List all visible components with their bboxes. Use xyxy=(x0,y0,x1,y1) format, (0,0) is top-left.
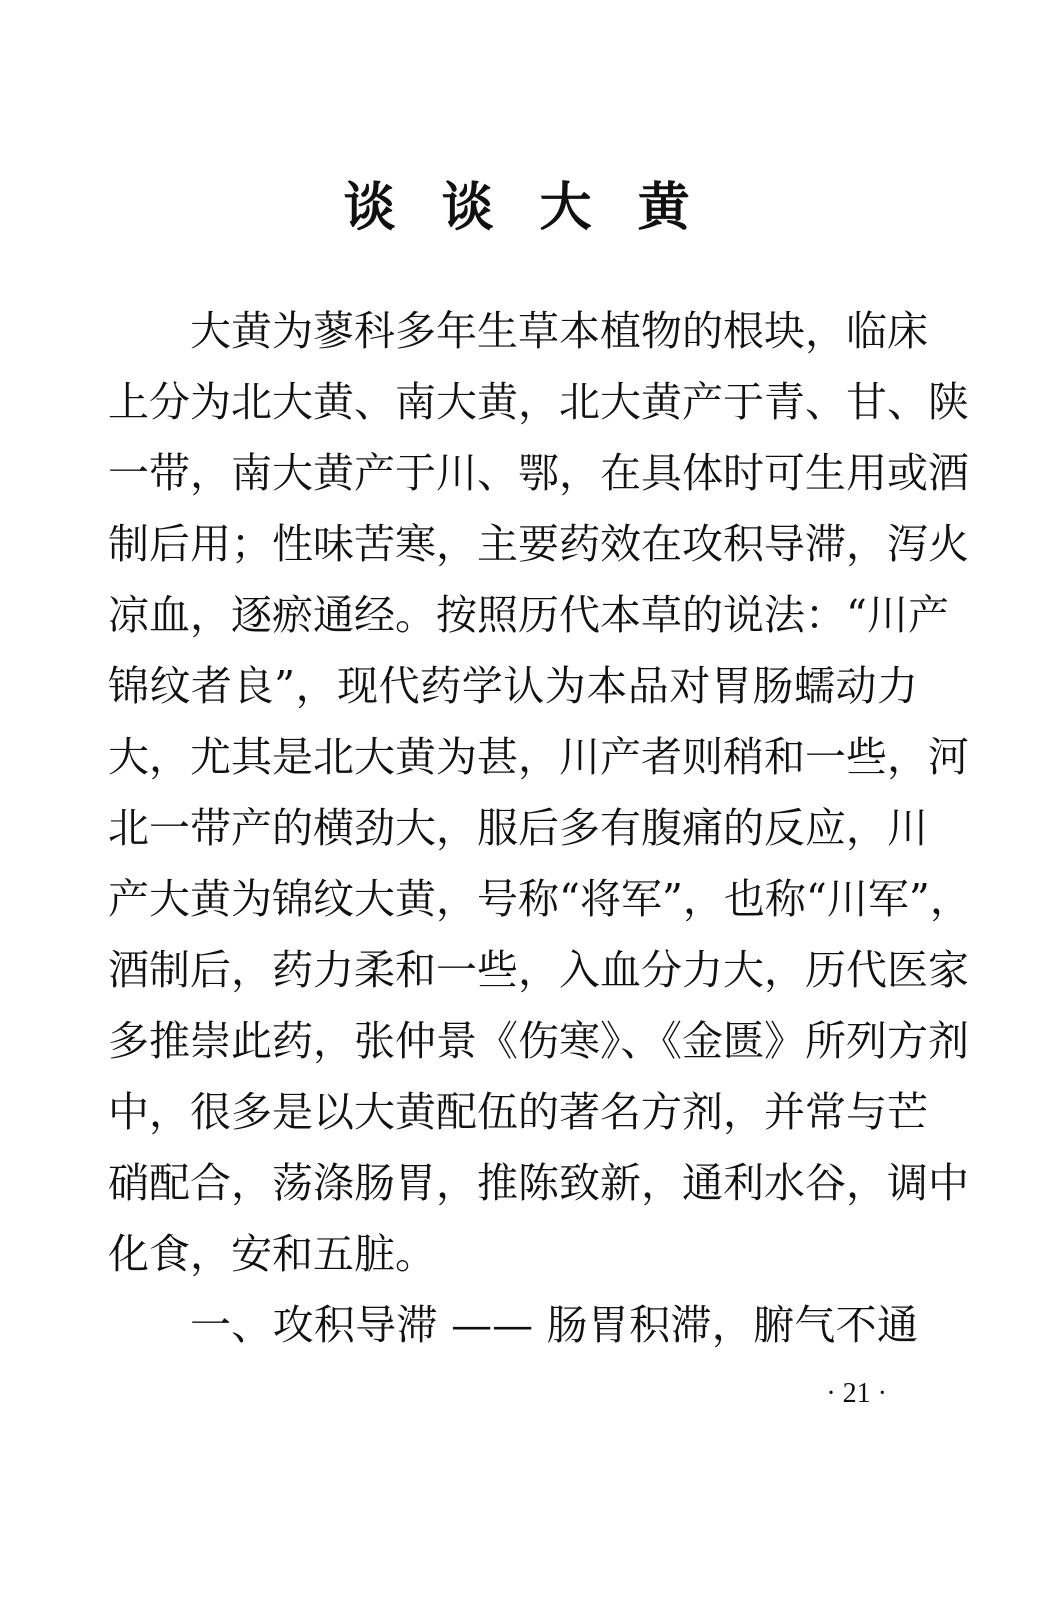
page-title: 谈 谈 大 黄 xyxy=(343,178,704,238)
text-line: 化食，安和五脏。 xyxy=(108,1230,436,1278)
text-line: 产大黄为锦纹大黄，号称“将军”，也称“川军”， xyxy=(108,875,971,923)
section-heading: 一、攻积导滞 —— 肠胃积滞，腑气不通 xyxy=(190,1301,918,1349)
text-line: 酒制后，药力柔和一些，入血分力大，历代医家 xyxy=(108,946,969,994)
page-number: · 21 · xyxy=(826,1378,887,1409)
text-line: 大，尤其是北大黄为甚，川产者则稍和一些，河 xyxy=(108,733,969,781)
text-line: 中，很多是以大黄配伍的著名方剂，并常与芒 xyxy=(108,1088,928,1136)
text-line: 大黄为蓼科多年生草本植物的根块，临床 xyxy=(190,307,928,355)
text-line: 凉血，逐瘀通经。按照历代本草的说法：“川产 xyxy=(108,591,949,639)
text-line: 上分为北大黄、南大黄，北大黄产于青、甘、陕 xyxy=(108,378,969,426)
text-line: 硝配合，荡涤肠胃，推陈致新，通利水谷，调中 xyxy=(108,1159,969,1207)
text-line: 锦纹者良”，现代药学认为本品对胃肠蠕动力 xyxy=(108,662,918,710)
body-text xyxy=(108,296,971,1361)
text-line: 北一带产的横劲大，服后多有腹痛的反应，川 xyxy=(108,804,928,852)
text-line: 制后用；性味苦寒，主要药效在攻积导滞，泻火 xyxy=(108,520,969,568)
text-line: 多推崇此药，张仲景《伤寒》、《金匮》所列方剂 xyxy=(108,1017,969,1065)
text-line: 一带，南大黄产于川、鄂，在具体时可生用或酒 xyxy=(108,449,969,497)
